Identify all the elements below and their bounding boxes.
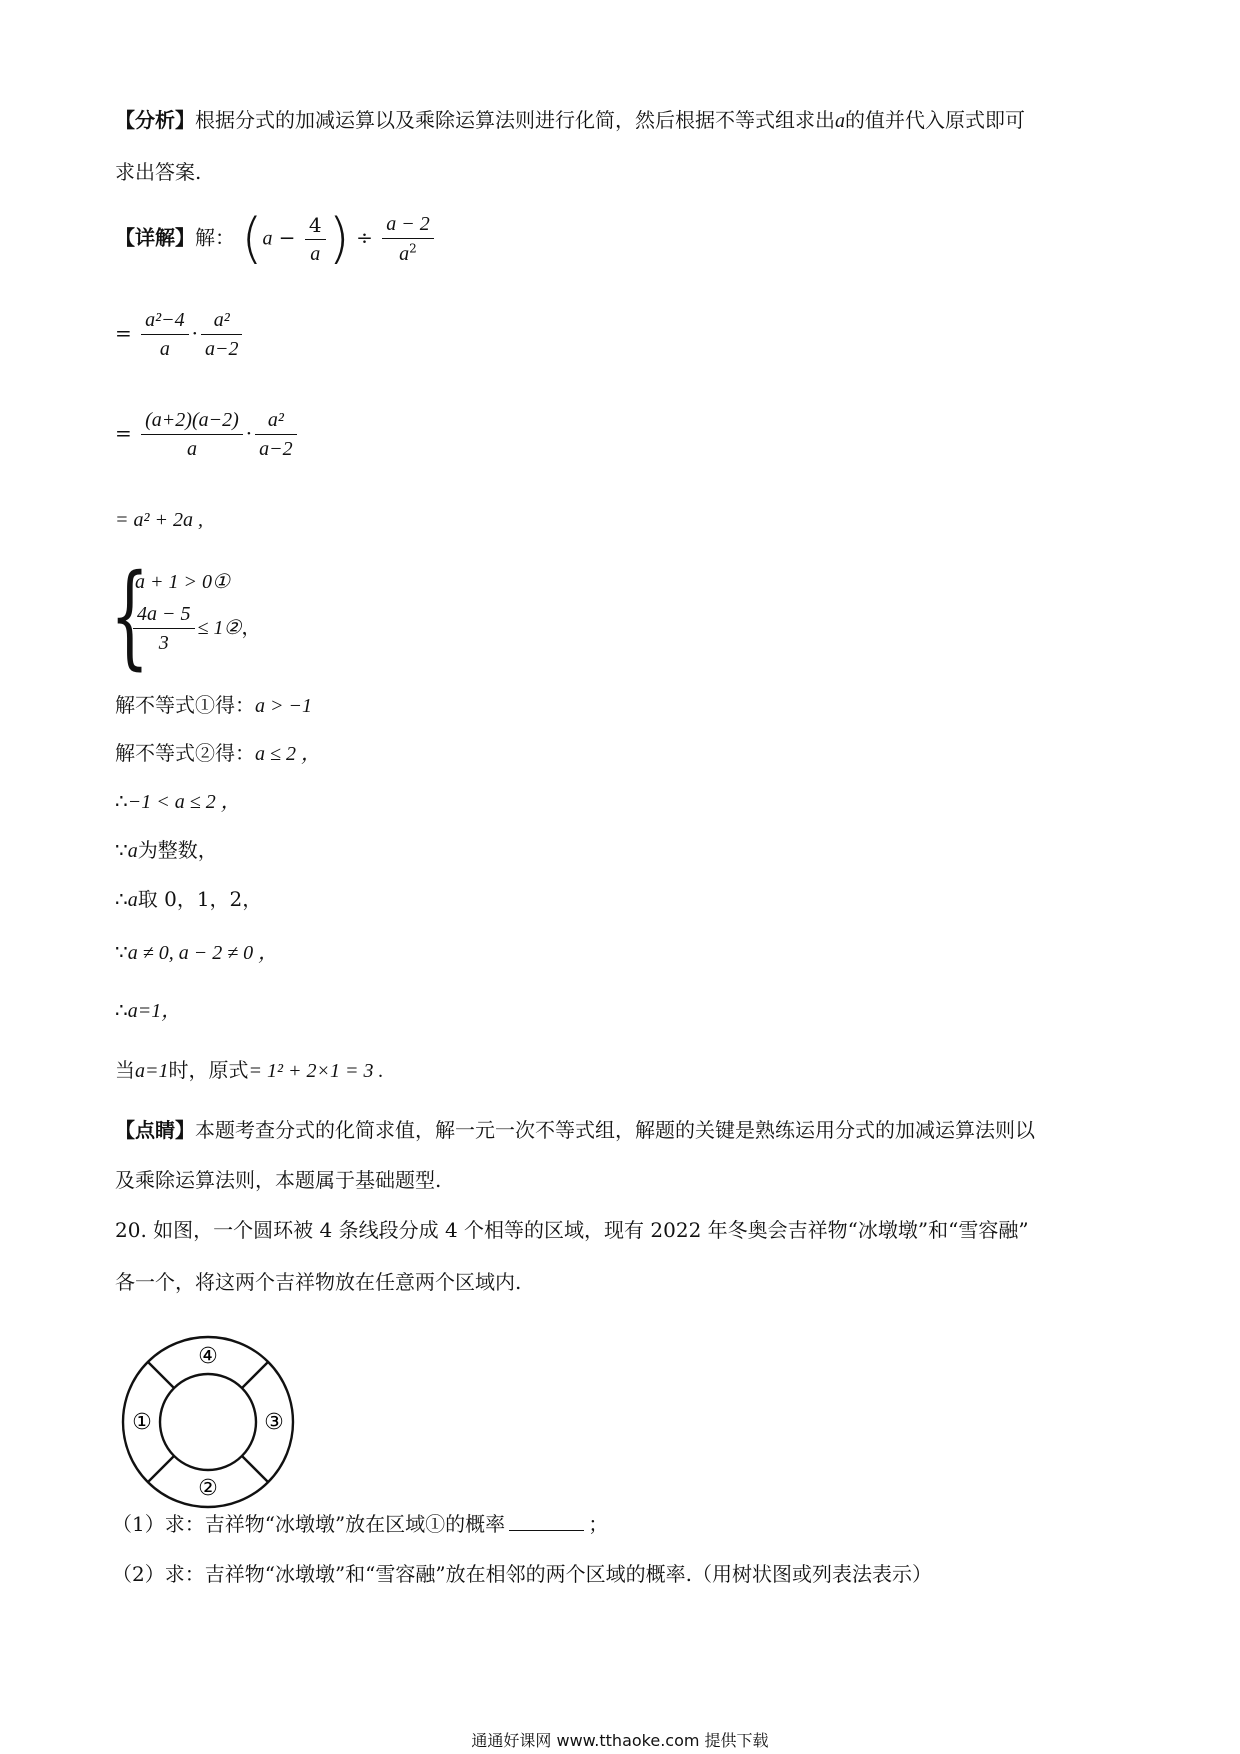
inequality-1: a + 1 > 0① xyxy=(135,571,230,593)
region-label-2: ② xyxy=(198,1476,218,1501)
fraction-4-over-a: $\frac{4}{a}$ xyxy=(305,213,326,266)
footer: 通通好课网 www.tthaoke.com 提供下载 xyxy=(471,1731,769,1750)
divider-line xyxy=(242,1456,268,1482)
solve-line-1: 解不等式①得：a > −1 xyxy=(115,693,312,717)
analysis-label: 【分析】 xyxy=(115,108,195,132)
question-2: （2）求：吉祥物“冰墩墩”和“雪容融”放在相邻的两个区域的概率.（用树状图或列表法表示） xyxy=(112,1562,932,1586)
region-label-1: ① xyxy=(132,1410,152,1435)
question-1: （1）求：吉祥物“冰墩墩”放在区域①的概率 ； xyxy=(112,1512,609,1536)
system-brace: { xyxy=(110,551,150,681)
solve-line-6: ∵a ≠ 0, a − 2 ≠ 0 ， xyxy=(115,940,279,964)
inner-circle xyxy=(160,1374,256,1470)
solution-expression: 【详解】解： (a − $\frac{4}{a}$ ) ÷ $\frac{a - 2}{a^2}$ xyxy=(115,212,437,266)
comment-label: 【点睛】 xyxy=(115,1118,195,1142)
ring-diagram xyxy=(118,1332,298,1512)
solve-line-7: ∴a=1， xyxy=(115,998,182,1022)
region-label-3: ③ xyxy=(264,1410,284,1435)
comment-line-2: 及乘除运算法则，本题属于基础题型. xyxy=(115,1168,442,1192)
problem-20-line-2: 各一个，将这两个吉祥物放在任意两个区域内. xyxy=(115,1270,522,1294)
analysis-line-1: 【分析】根据分式的加减运算以及乘除运算法则进行化简，然后根据不等式组求出a的值并代入原式即可 xyxy=(115,108,1025,132)
step-3: = a² + 2a , xyxy=(115,509,203,531)
inequality-2: $\frac{4a - 5}{3}$ ≤ 1②， xyxy=(130,602,261,655)
step-2: = $\frac{(a+2)(a-2)}{a}$ · $\frac{\text{a²}}{a-2}$ xyxy=(115,408,300,461)
step-1: = $\frac{\text{a²−4}}{a}$ · $\frac{\text{a²}}{a-2}$ xyxy=(115,308,245,361)
fraction-a-minus-2-over-a2: $\frac{a - 2}{a^2}$ xyxy=(382,212,434,266)
divider-line xyxy=(148,1362,174,1388)
solve-line-3: ∴−1 < a ≤ 2 ， xyxy=(115,789,241,813)
solve-line-4: ∵a为整数， xyxy=(115,838,218,862)
solve-line-2: 解不等式②得：a ≤ 2 ， xyxy=(115,741,321,765)
divider-line xyxy=(148,1456,174,1482)
comment-line-1: 【点睛】本题考查分式的化简求值，解一元一次不等式组，解题的关键是熟练运用分式的加减运算法则以 xyxy=(115,1118,1035,1142)
analysis-line-2: 求出答案. xyxy=(115,160,202,184)
solution-label: 【详解】 xyxy=(115,225,195,250)
divider-line xyxy=(242,1362,268,1388)
problem-20-line-1: 20. 如图，一个圆环被 4 条线段分成 4 个相等的区域，现有 2022 年冬奥会吉祥物“冰墩墩”和“雪容融” xyxy=(115,1218,1029,1242)
final-result: 当a=1时，原式= 1² + 2×1 = 3 . xyxy=(115,1058,384,1082)
answer-blank xyxy=(509,1530,584,1531)
region-label-4: ④ xyxy=(198,1344,218,1369)
solve-line-5: ∴a取 0，1，2， xyxy=(115,887,263,911)
